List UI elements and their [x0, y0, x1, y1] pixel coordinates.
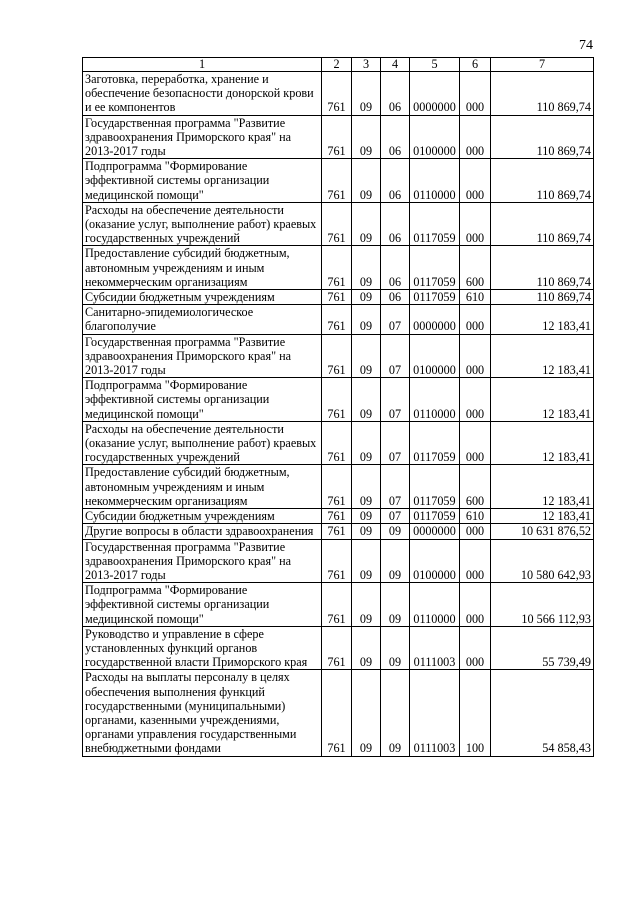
row-subsection-b: 09	[381, 626, 410, 670]
row-expense-type: 000	[460, 305, 491, 334]
row-expense-type: 000	[460, 583, 491, 627]
row-subsection-a: 09	[352, 334, 381, 378]
row-subsection-b: 06	[381, 202, 410, 246]
header-col-3: 3	[352, 58, 381, 72]
row-amount: 110 869,74	[491, 115, 594, 159]
row-target-code: 0000000	[410, 72, 460, 116]
row-subsection-a: 09	[352, 159, 381, 203]
row-section: 761	[322, 305, 352, 334]
header-col-5: 5	[410, 58, 460, 72]
row-subsection-a: 09	[352, 305, 381, 334]
row-subsection-a: 09	[352, 626, 381, 670]
row-section: 761	[322, 465, 352, 509]
row-amount: 12 183,41	[491, 465, 594, 509]
row-subsection-a: 09	[352, 246, 381, 290]
row-section: 761	[322, 583, 352, 627]
row-name: Заготовка, переработка, хранение и обеспечение безопасности донорской крови и ее компонентов	[83, 72, 322, 116]
row-amount: 12 183,41	[491, 305, 594, 334]
table-row	[83, 626, 594, 670]
row-amount: 10 580 642,93	[491, 539, 594, 583]
header-col-4: 4	[381, 58, 410, 72]
table-row	[83, 334, 594, 378]
row-subsection-b: 06	[381, 115, 410, 159]
row-amount: 12 183,41	[491, 378, 594, 422]
row-section: 761	[322, 378, 352, 422]
table-row	[83, 290, 594, 305]
row-target-code: 0100000	[410, 539, 460, 583]
header-row	[83, 58, 594, 72]
row-name: Государственная программа "Развитие здравоохранения Приморского края" на 2013-2017 годы	[83, 334, 322, 378]
header-col-1: 1	[83, 58, 322, 72]
row-amount: 54 858,43	[491, 670, 594, 756]
row-amount: 110 869,74	[491, 72, 594, 116]
row-subsection-b: 09	[381, 583, 410, 627]
row-subsection-a: 09	[352, 202, 381, 246]
row-expense-type: 000	[460, 378, 491, 422]
row-amount: 110 869,74	[491, 246, 594, 290]
row-name: Санитарно-эпидемиологическое благополучие	[83, 305, 322, 334]
row-section: 761	[322, 334, 352, 378]
row-name: Расходы на выплаты персоналу в целях обеспечения выполнения функций государственными (муниципальными) органами, казенными учреждениями, органами управления государственными внебюджетными фондами	[83, 670, 322, 756]
row-section: 761	[322, 421, 352, 465]
row-subsection-b: 09	[381, 539, 410, 583]
row-amount: 12 183,41	[491, 421, 594, 465]
row-name: Государственная программа "Развитие здравоохранения Приморского края" на 2013-2017 годы	[83, 539, 322, 583]
row-subsection-a: 09	[352, 509, 381, 524]
row-section: 761	[322, 670, 352, 756]
table-row	[83, 524, 594, 539]
row-amount: 12 183,41	[491, 334, 594, 378]
row-expense-type: 610	[460, 509, 491, 524]
row-target-code: 0117059	[410, 202, 460, 246]
row-section: 761	[322, 290, 352, 305]
row-target-code: 0110000	[410, 583, 460, 627]
row-subsection-b: 07	[381, 378, 410, 422]
row-section: 761	[322, 159, 352, 203]
row-subsection-b: 06	[381, 290, 410, 305]
row-section: 761	[322, 539, 352, 583]
row-target-code: 0111003	[410, 626, 460, 670]
table-row	[83, 539, 594, 583]
row-subsection-b: 06	[381, 246, 410, 290]
table-row	[83, 305, 594, 334]
table-row	[83, 583, 594, 627]
row-expense-type: 000	[460, 626, 491, 670]
row-name: Расходы на обеспечение деятельности (оказание услуг, выполнение работ) краевых государственных учреждений	[83, 202, 322, 246]
row-section: 761	[322, 626, 352, 670]
row-expense-type: 000	[460, 334, 491, 378]
table-row	[83, 246, 594, 290]
header-col-7: 7	[491, 58, 594, 72]
row-name: Подпрограмма "Формирование эффективной системы организации медицинской помощи"	[83, 583, 322, 627]
row-subsection-a: 09	[352, 115, 381, 159]
row-expense-type: 000	[460, 159, 491, 203]
row-target-code: 0117059	[410, 509, 460, 524]
row-section: 761	[322, 509, 352, 524]
row-name: Подпрограмма "Формирование эффективной системы организации медицинской помощи"	[83, 378, 322, 422]
row-amount: 10 566 112,93	[491, 583, 594, 627]
table-row	[83, 465, 594, 509]
row-subsection-a: 09	[352, 465, 381, 509]
row-section: 761	[322, 202, 352, 246]
row-subsection-a: 09	[352, 583, 381, 627]
row-section: 761	[322, 72, 352, 116]
row-subsection-a: 09	[352, 421, 381, 465]
row-expense-type: 000	[460, 421, 491, 465]
row-subsection-b: 06	[381, 159, 410, 203]
row-subsection-b: 06	[381, 72, 410, 116]
row-target-code: 0111003	[410, 670, 460, 756]
row-subsection-b: 07	[381, 305, 410, 334]
table-row	[83, 115, 594, 159]
page-number: 74	[579, 38, 593, 53]
row-target-code: 0110000	[410, 378, 460, 422]
row-target-code: 0100000	[410, 334, 460, 378]
row-target-code: 0000000	[410, 305, 460, 334]
row-subsection-a: 09	[352, 670, 381, 756]
table-row	[83, 378, 594, 422]
row-name: Руководство и управление в сфере установленных функций органов государственной власти Приморского края	[83, 626, 322, 670]
budget-table	[82, 57, 594, 757]
table-row	[83, 72, 594, 116]
row-target-code: 0117059	[410, 465, 460, 509]
row-subsection-b: 09	[381, 670, 410, 756]
row-name: Субсидии бюджетным учреждениям	[83, 509, 322, 524]
row-name: Субсидии бюджетным учреждениям	[83, 290, 322, 305]
row-target-code: 0117059	[410, 421, 460, 465]
row-expense-type: 600	[460, 246, 491, 290]
row-section: 761	[322, 115, 352, 159]
row-amount: 110 869,74	[491, 202, 594, 246]
row-expense-type: 000	[460, 202, 491, 246]
row-target-code: 0100000	[410, 115, 460, 159]
row-expense-type: 100	[460, 670, 491, 756]
row-target-code: 0110000	[410, 159, 460, 203]
row-name: Государственная программа "Развитие здравоохранения Приморского края" на 2013-2017 годы	[83, 115, 322, 159]
row-expense-type: 600	[460, 465, 491, 509]
row-amount: 110 869,74	[491, 159, 594, 203]
row-expense-type: 610	[460, 290, 491, 305]
row-name: Предоставление субсидий бюджетным, автономным учреждениям и иным некоммерческим организациям	[83, 246, 322, 290]
row-subsection-b: 09	[381, 524, 410, 539]
row-amount: 10 631 876,52	[491, 524, 594, 539]
row-subsection-a: 09	[352, 72, 381, 116]
header-col-2: 2	[322, 58, 352, 72]
row-target-code: 0117059	[410, 246, 460, 290]
row-expense-type: 000	[460, 72, 491, 116]
row-section: 761	[322, 524, 352, 539]
row-name: Подпрограмма "Формирование эффективной системы организации медицинской помощи"	[83, 159, 322, 203]
row-name: Расходы на обеспечение деятельности (оказание услуг, выполнение работ) краевых государственных учреждений	[83, 421, 322, 465]
row-amount: 55 739,49	[491, 626, 594, 670]
table-row	[83, 421, 594, 465]
table-row	[83, 159, 594, 203]
table-row	[83, 509, 594, 524]
row-subsection-a: 09	[352, 539, 381, 583]
row-subsection-b: 07	[381, 334, 410, 378]
row-subsection-a: 09	[352, 378, 381, 422]
row-subsection-b: 07	[381, 421, 410, 465]
row-target-code: 0000000	[410, 524, 460, 539]
row-target-code: 0117059	[410, 290, 460, 305]
table-row	[83, 670, 594, 756]
row-subsection-a: 09	[352, 524, 381, 539]
row-amount: 12 183,41	[491, 509, 594, 524]
row-subsection-b: 07	[381, 465, 410, 509]
row-subsection-a: 09	[352, 290, 381, 305]
row-section: 761	[322, 246, 352, 290]
row-expense-type: 000	[460, 524, 491, 539]
row-amount: 110 869,74	[491, 290, 594, 305]
header-col-6: 6	[460, 58, 491, 72]
row-name: Предоставление субсидий бюджетным, автономным учреждениям и иным некоммерческим организациям	[83, 465, 322, 509]
row-expense-type: 000	[460, 539, 491, 583]
row-expense-type: 000	[460, 115, 491, 159]
row-name: Другие вопросы в области здравоохранения	[83, 524, 322, 539]
table-row	[83, 202, 594, 246]
row-subsection-b: 07	[381, 509, 410, 524]
